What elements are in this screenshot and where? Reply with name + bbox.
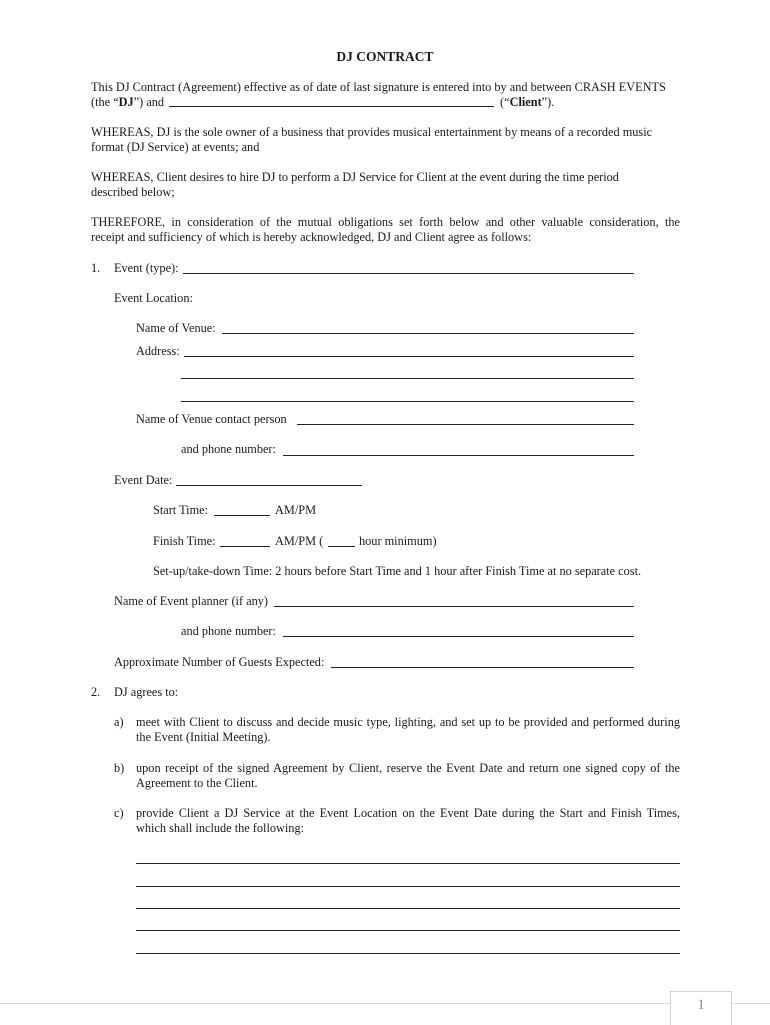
intro-post-dj: ”) and — [133, 95, 165, 109]
section-2-number: 2. — [91, 685, 101, 699]
therefore-line-2: receipt and sufficiency of which is hereby acknowledged, DJ and Client agree as follows: — [91, 230, 532, 244]
address-label: Address: — [136, 344, 180, 358]
intro-post-client: ”). — [541, 95, 555, 109]
services-field-3[interactable] — [136, 908, 680, 909]
event-planner-label: Name of Event planner (if any) — [114, 594, 268, 608]
venue-name-label: Name of Venue: — [136, 321, 216, 335]
event-type-label: Event (type): — [114, 261, 179, 275]
item-c-line-2: which shall include the following: — [136, 821, 305, 835]
whereas-1-line-1: WHEREAS, DJ is the sole owner of a business that provides musical entertainment by means of a recorded music — [91, 125, 653, 139]
setup-time-text: Set-up/take-down Time: 2 hours before Start Time and 1 hour after Finish Time at no separate cost. — [153, 564, 642, 578]
venue-name-field[interactable] — [222, 333, 634, 334]
venue-contact-field[interactable] — [297, 424, 634, 425]
services-field-5[interactable] — [136, 953, 680, 954]
client-definition — [500, 95, 554, 110]
address-field-3[interactable] — [181, 401, 634, 402]
section-1-number: 1. — [91, 261, 101, 275]
intro-line-2 — [91, 95, 164, 110]
intro-pre-client: (“ — [500, 95, 510, 109]
therefore-line-1: THEREFORE, in consideration of the mutual obligations set forth below and other valuable consideration, the — [91, 215, 680, 229]
whereas-2-line-2: described below; — [91, 185, 175, 199]
event-date-field[interactable] — [176, 485, 362, 486]
client-name-blank[interactable] — [169, 106, 494, 107]
hour-minimum-label: hour minimum) — [359, 534, 437, 548]
guests-field[interactable] — [331, 667, 634, 668]
item-a-line-2: the Event (Initial Meeting). — [136, 730, 271, 744]
item-a-line-1: meet with Client to discuss and decide music type, lighting, and set up to be provided and performed during — [136, 715, 680, 729]
item-c-line-1: provide Client a DJ Service at the Event Location on the Event Date during the Start and Finish Times, — [136, 806, 680, 820]
planner-phone-label: and phone number: — [181, 624, 276, 638]
event-planner-field[interactable] — [274, 606, 634, 607]
item-b-line-2: Agreement to the Client. — [136, 776, 258, 790]
finish-ampm: AM/PM ( — [275, 534, 324, 548]
event-date-label: Event Date: — [114, 473, 173, 487]
item-b-label: b) — [114, 761, 125, 775]
item-c-label: c) — [114, 806, 124, 820]
venue-phone-field[interactable] — [283, 455, 634, 456]
start-time-field[interactable] — [214, 515, 270, 516]
intro-line-1: This DJ Contract (Agreement) effective as of date of last signature is entered into by and between CRASH EVENTS — [91, 80, 666, 94]
venue-contact-label: Name of Venue contact person — [136, 412, 287, 426]
page-number: 1 — [670, 991, 732, 1025]
services-field-4[interactable] — [136, 930, 680, 931]
address-field-1[interactable] — [184, 356, 634, 357]
services-field-1[interactable] — [136, 863, 680, 864]
start-ampm: AM/PM — [275, 503, 317, 517]
section-2-heading: DJ agrees to: — [114, 685, 179, 699]
event-type-field[interactable] — [183, 273, 634, 274]
item-b-line-1: upon receipt of the signed Agreement by Client, reserve the Event Date and return one signed copy of the — [136, 761, 680, 775]
footer-divider — [0, 1003, 770, 1004]
guests-label: Approximate Number of Guests Expected: — [114, 655, 325, 669]
dj-term: DJ — [118, 95, 134, 109]
start-time-label: Start Time: — [153, 503, 209, 517]
client-term: Client — [509, 95, 542, 109]
whereas-2-line-1: WHEREAS, Client desires to hire DJ to perform a DJ Service for Client at the event during the time period — [91, 170, 619, 184]
address-field-2[interactable] — [181, 378, 634, 379]
planner-phone-field[interactable] — [283, 636, 634, 637]
event-location-label: Event Location: — [114, 291, 193, 305]
intro-pre-dj: (the “ — [91, 95, 119, 109]
page-title: DJ CONTRACT — [336, 49, 434, 64]
item-a-label: a) — [114, 715, 124, 729]
finish-time-label: Finish Time: — [153, 534, 216, 548]
venue-phone-label: and phone number: — [181, 442, 276, 456]
finish-time-field[interactable] — [220, 546, 270, 547]
services-field-2[interactable] — [136, 886, 680, 887]
hour-minimum-field[interactable] — [328, 546, 355, 547]
whereas-1-line-2: format (DJ Service) at events; and — [91, 140, 260, 154]
